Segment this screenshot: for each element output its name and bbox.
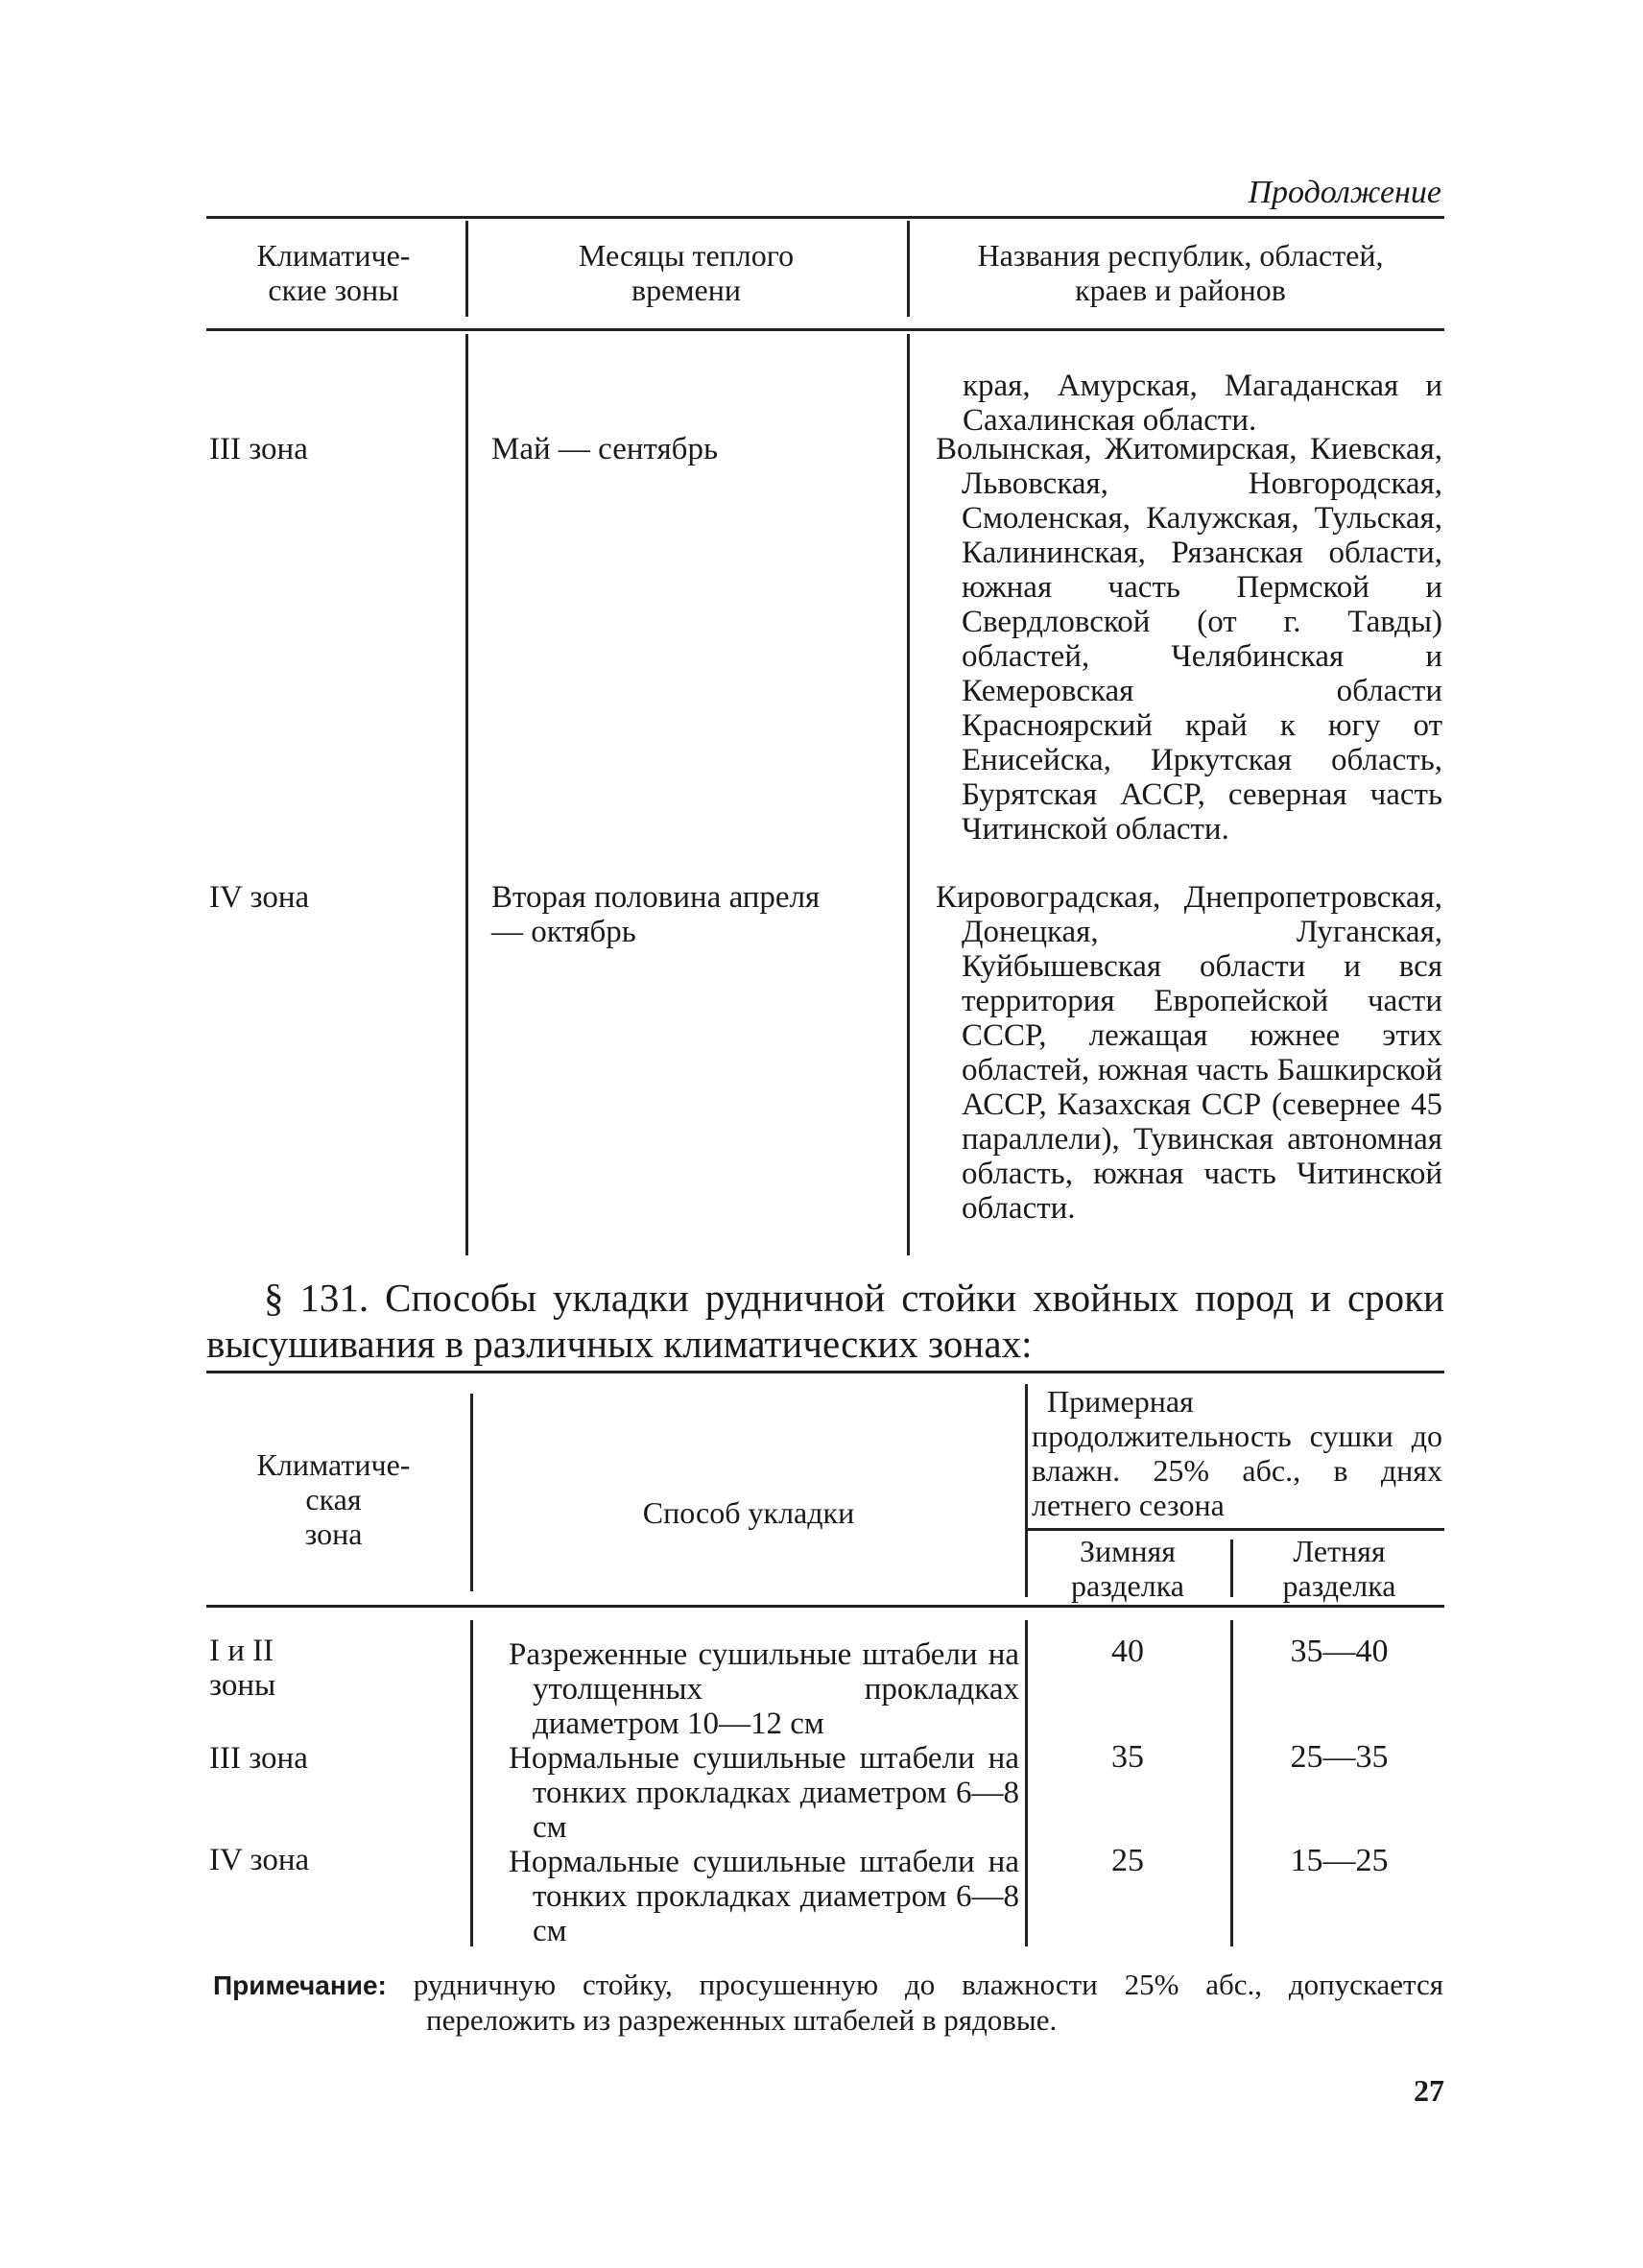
table2-row3-method: Нормальные сушильные штабели на тонких прокладках диаметром 6—8 см bbox=[509, 1845, 1019, 1948]
table2-row1-summer: 35—40 bbox=[1290, 1634, 1389, 1669]
table2-row1-method: Разреженные сушильные штабели на утолщенных прокладках диаметром 10—12 см bbox=[509, 1637, 1019, 1741]
table2-row3-winter: 25 bbox=[1111, 1843, 1144, 1878]
table2-header-summer: Летняя разделка bbox=[1282, 1534, 1396, 1603]
table2-row2-method: Нормальные сушильные штабели на тонких прокладках диаметром 6—8 см bbox=[509, 1741, 1019, 1845]
table2-row1-zone: I и II зоны bbox=[209, 1634, 276, 1703]
table2-header-winter: Зимняя разделка bbox=[1071, 1534, 1184, 1603]
note-label: Примечание: bbox=[213, 1970, 387, 2000]
table1-row2-zone: IV зона bbox=[209, 880, 310, 915]
table2-row3-summer: 15—25 bbox=[1290, 1843, 1389, 1878]
page-number: 27 bbox=[1414, 2073, 1444, 2108]
table1-header-zone: Климатиче- ские зоны bbox=[256, 238, 411, 307]
table1-header-months: Месяцы теплого времени bbox=[578, 238, 795, 307]
table2-header-zone: Климатиче- ская зона bbox=[256, 1447, 411, 1551]
table2-header-duration: Примерная продолжительность сушки до влажн. 25% абс., в днях летнего сезона bbox=[1032, 1384, 1442, 1522]
table1-header-regions: Названия республик, областей, краев и районов bbox=[977, 238, 1384, 307]
table2-row2-summer: 25—35 bbox=[1290, 1739, 1389, 1775]
table1-row2-regions: Кировоградская, Днепропетровская, Донецкая, Луганская, Куйбышевская области и вся территория Европейской части СССР, лежащая южнее этих областей, южная часть Башкирской АССР, Казахская ССР (севернее 45 параллели), Тувинская автономная область, южная часть Читинской области. bbox=[936, 880, 1442, 1226]
table1-row1-months: Май — сентябрь bbox=[491, 432, 719, 466]
table1-carryover-text: края, Амурская, Магаданская и Сахалинская области. bbox=[963, 369, 1442, 438]
table2-header-method: Способ укладки bbox=[642, 1495, 855, 1530]
note-text: рудничную стойку, просушенную до влажности 25% абс., допускается переложить из разреженных штабелей в рядовые. bbox=[413, 1968, 1443, 2037]
table2-row3-zone: IV зона bbox=[209, 1843, 310, 1877]
table-note bbox=[213, 1968, 1443, 2038]
table1-row2-months: Вторая половина апреля — октябрь bbox=[491, 880, 821, 949]
table1-row1-zone: III зона bbox=[209, 432, 308, 466]
continuation-label: Продолжение bbox=[1248, 175, 1441, 210]
table2-row1-winter: 40 bbox=[1111, 1634, 1144, 1669]
table1-row1-regions: Волынская, Житомирская, Киевская, Львовская, Новгородская, Смоленская, Калужская, Тульская, Калининская, Рязанская области, южная часть Пермской и Свердловской (от г. Тавды) областей, Челябинская и Кемеровская области Красноярский край к югу от Енисейска, Иркутская область, Бурятская АССР, северная часть Читинской области. bbox=[936, 432, 1442, 847]
table2-row2-winter: 35 bbox=[1111, 1739, 1144, 1775]
table2-row2-zone: III зона bbox=[209, 1741, 308, 1776]
section-title: § 131. Способы укладки рудничной стойки хвойных пород и сроки высушивания в различных климатических зонах: bbox=[206, 1276, 1444, 1366]
